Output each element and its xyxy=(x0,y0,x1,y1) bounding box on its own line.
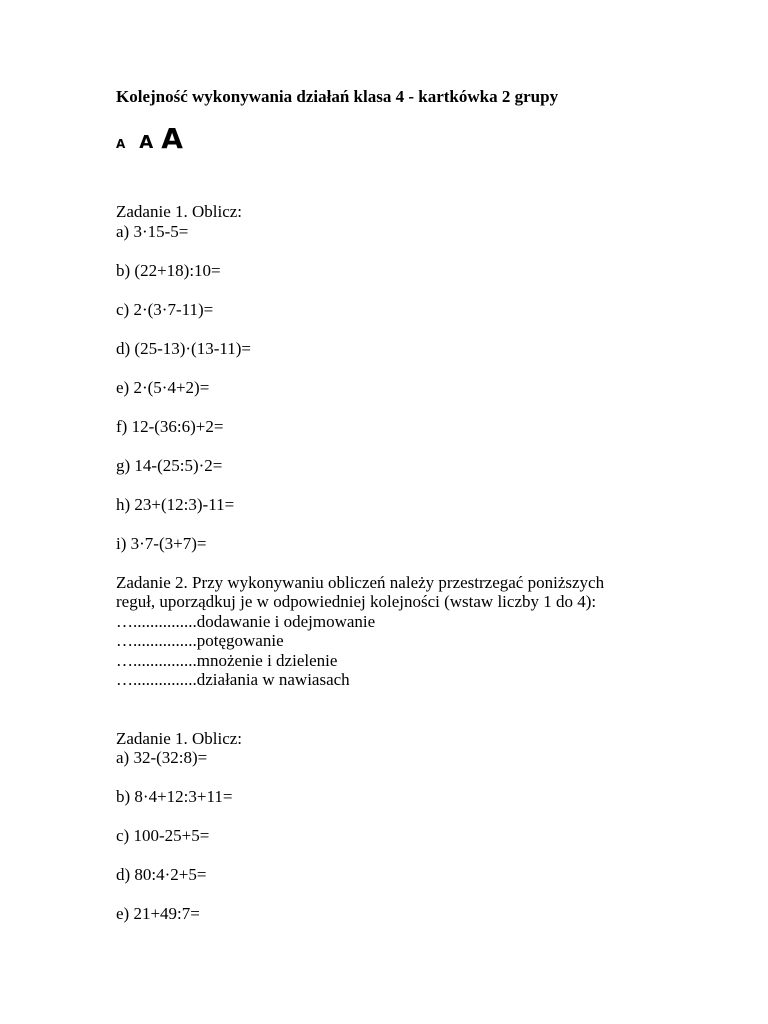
exercise-item: c) 100-25+5= xyxy=(116,826,210,845)
exercise-item: b) 8·4+12:3+11= xyxy=(116,787,233,806)
font-size-large-button[interactable]: A xyxy=(161,122,183,155)
ordering-item: …...............mnożenie i dzielenie xyxy=(116,650,338,670)
exercise-item: d) (25-13)·(13-11)= xyxy=(116,338,251,358)
task-heading: Zadanie 1. Oblicz: xyxy=(116,728,243,748)
font-size-controls xyxy=(116,118,183,154)
ordering-item: …...............działania w nawiasach xyxy=(116,670,350,689)
font-size-small-button[interactable]: A xyxy=(116,137,126,151)
font-size-medium-button[interactable]: A xyxy=(139,132,154,153)
task-heading: Zadanie 2. Przy wykonywaniu obliczeń należy przestrzegać poniższych xyxy=(116,572,605,592)
exercise-item: i) 3·7-(3+7)= xyxy=(116,533,207,553)
document-title: Kolejność wykonywania działań klasa 4 - kartkówka 2 grupy xyxy=(116,87,559,106)
exercise-item: e) 21+49:7= xyxy=(116,904,200,923)
ordering-item: …...............dodawanie i odejmowanie xyxy=(116,611,376,631)
task-heading-continuation: reguł, uporządkuj je w odpowiedniej kolejności (wstaw liczby 1 do 4): xyxy=(116,592,597,611)
exercise-item: h) 23+(12:3)-11= xyxy=(116,494,235,514)
exercise-item: d) 80:4·2+5= xyxy=(116,865,207,884)
exercise-item: b) (22+18):10= xyxy=(116,260,221,280)
exercise-item: c) 2·(3·7-11)= xyxy=(116,299,214,319)
exercise-item: a) 32-(32:8)= xyxy=(116,748,208,767)
task-heading: Zadanie 1. Oblicz: xyxy=(116,202,243,221)
exercise-item: f) 12-(36:6)+2= xyxy=(116,416,224,436)
document-body xyxy=(116,202,736,924)
exercise-item: e) 2·(5·4+2)= xyxy=(116,377,210,397)
exercise-item: g) 14-(25:5)·2= xyxy=(116,455,223,475)
ordering-item: …...............potęgowanie xyxy=(116,631,284,650)
exercise-item: a) 3·15-5= xyxy=(116,221,189,241)
